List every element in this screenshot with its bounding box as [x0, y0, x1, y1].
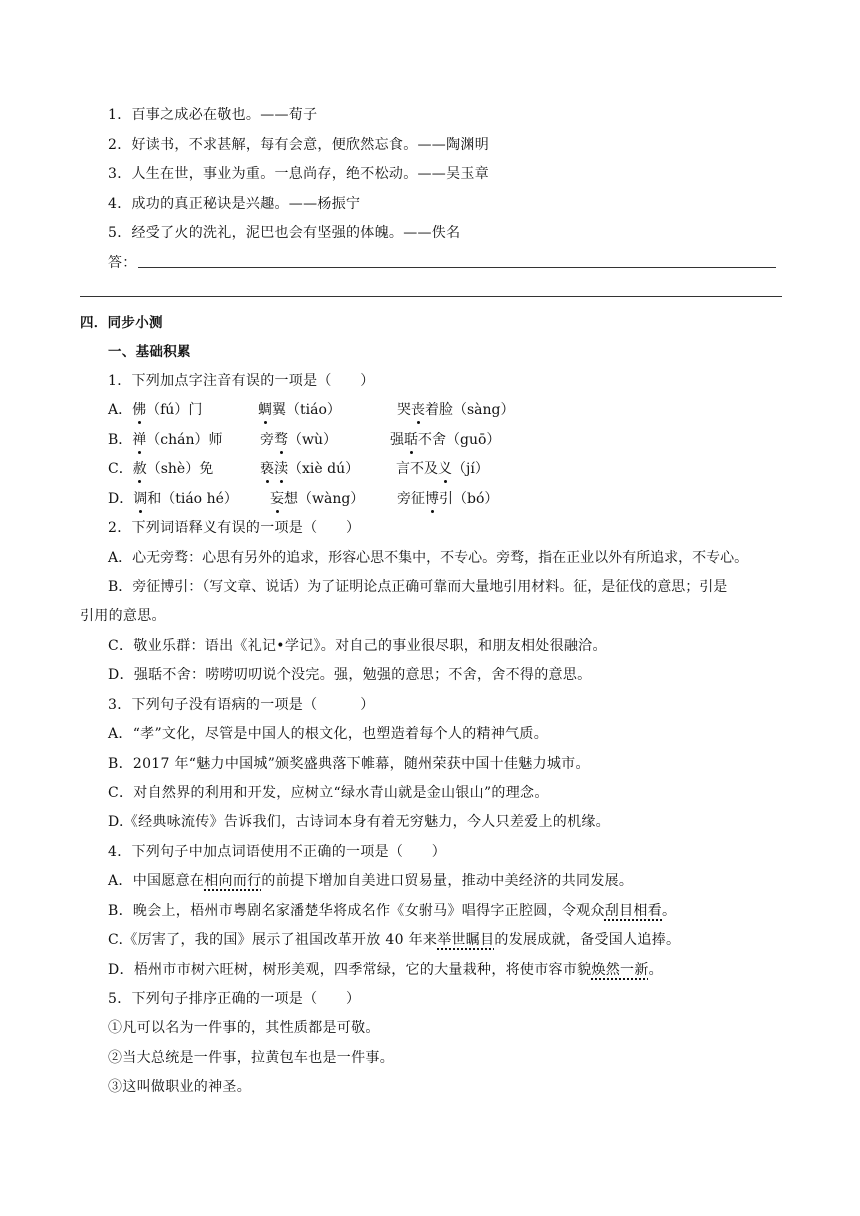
section-title: 四．同步小测 [80, 315, 163, 331]
quote-5: 5．经受了火的洗礼，泥巴也会有坚强的体魄。——佚名 [108, 225, 461, 241]
q2-option-c: C．敬业乐群：语出《礼记•学记》。对自己的事业很尽职，和朋友相处很融洽。 [108, 638, 607, 654]
q3-option-a: A．“孝”文化，尽管是中国人的根文化，也塑造着每个人的精神气质。 [108, 726, 549, 742]
answer-line-2 [80, 296, 782, 297]
q4-option-d: D．梧州市市树六旺树，树形美观，四季常绿，它的大量栽种，将使市容市貌焕然一新。 [108, 962, 663, 978]
q1-option-b-1: B．禅（chán）师 [108, 432, 223, 448]
q4-option-c: C.《厉害了，我的国》展示了祖国改革开放 40 年来举世瞩目的发展成就，备受国人追捧。 [108, 932, 681, 948]
q1-option-b-3: 强聒不舍（guō） [390, 432, 501, 448]
q5-stem: 5．下列句子排序正确的一项是（ ） [108, 991, 361, 1007]
q2-option-b: B．旁征博引：（写文章、说话）为了证明论点正确可靠而大量地引用材料。征，是征伐的意思；引是 [108, 579, 728, 595]
q1-option-a-3: 哭丧着脸（sàng） [397, 402, 515, 418]
subsection-title: 一、基础积累 [108, 344, 191, 360]
q1-option-b-2: 旁骛（wù） [260, 432, 337, 448]
answer-line-1 [138, 267, 776, 268]
q1-option-d-1: D．调和（tiáo hé） [108, 491, 238, 507]
q2-option-b-cont: 引用的意思。 [80, 608, 166, 624]
q3-stem: 3．下列句子没有语病的一项是（ ） [108, 697, 375, 713]
q5-item-1: ①凡可以名为一件事的，其性质都是可敬。 [108, 1020, 380, 1036]
q4-c-dotted-word: 举世瞩目 [437, 932, 495, 948]
answer-label: 答： [108, 255, 137, 271]
q5-item-2: ②当大总统是一件事，拉黄包车也是一件事。 [108, 1050, 394, 1066]
q1-option-d-2: 妄想（wàng） [270, 491, 365, 507]
q1-option-d-3: 旁征博引（bó） [397, 491, 499, 507]
q3-option-c: C．对自然界的利用和开发，应树立“绿水青山就是金山银山”的理念。 [108, 785, 549, 801]
q2-option-d: D．强聒不舍：唠唠叨叨说个没完。强，勉强的意思；不舍，舍不得的意思。 [108, 667, 592, 683]
quote-3: 3．人生在世，事业为重。一息尚存，绝不松动。——吴玉章 [108, 166, 490, 182]
q4-d-dotted-word: 焕然一新 [591, 962, 649, 978]
q4-option-a: A．中国愿意在相向而行的前提下增加自美进口贸易量，推动中美经济的共同发展。 [108, 873, 634, 889]
q4-b-dotted-word: 刮目相看 [604, 903, 662, 919]
q3-option-b: B．2017 年“魅力中国城”颁奖盛典落下帷幕，随州荣获中国十佳魅力城市。 [108, 756, 590, 772]
q4-option-b: B．晚会上，梧州市粤剧名家潘楚华将成名作《女驸马》唱得字正腔圆，令观众刮目相看。 [108, 903, 677, 919]
q4-a-dotted-word: 相向而行 [204, 873, 262, 889]
q4-stem: 4．下列句子中加点词语使用不正确的一项是（ ） [108, 844, 447, 860]
q1-option-a-2: 蜩翼（tiáo） [258, 402, 341, 418]
q1-option-a-1: A．佛（fú）门 [108, 402, 203, 418]
quote-4: 4．成功的真正秘诀是兴趣。——杨振宁 [108, 196, 361, 212]
quote-1: 1．百事之成必在敬也。——荀子 [108, 107, 318, 123]
q1-stem: 1．下列加点字注音有误的一项是（ ） [108, 373, 375, 389]
q2-option-a: A．心无旁骛：心思有另外的追求，形容心思不集中，不专心。旁骛，指在正业以外有所追求，不专心。 [108, 550, 749, 566]
q1-option-c-3: 言不及义（jí） [396, 461, 489, 477]
q1-option-c-1: C．赦（shè）免 [108, 461, 214, 477]
q5-item-3: ③这叫做职业的神圣。 [108, 1079, 251, 1095]
q2-stem: 2．下列词语释义有误的一项是（ ） [108, 520, 361, 536]
quote-2: 2．好读书，不求甚解，每有会意，便欣然忘食。——陶渊明 [108, 137, 490, 153]
q1-option-c-2: 亵渎（xiè dú） [260, 461, 360, 477]
q3-option-d: D.《经典咏流传》告诉我们，古诗词本身有着无穷魅力，今人只差爱上的机缘。 [108, 814, 610, 830]
